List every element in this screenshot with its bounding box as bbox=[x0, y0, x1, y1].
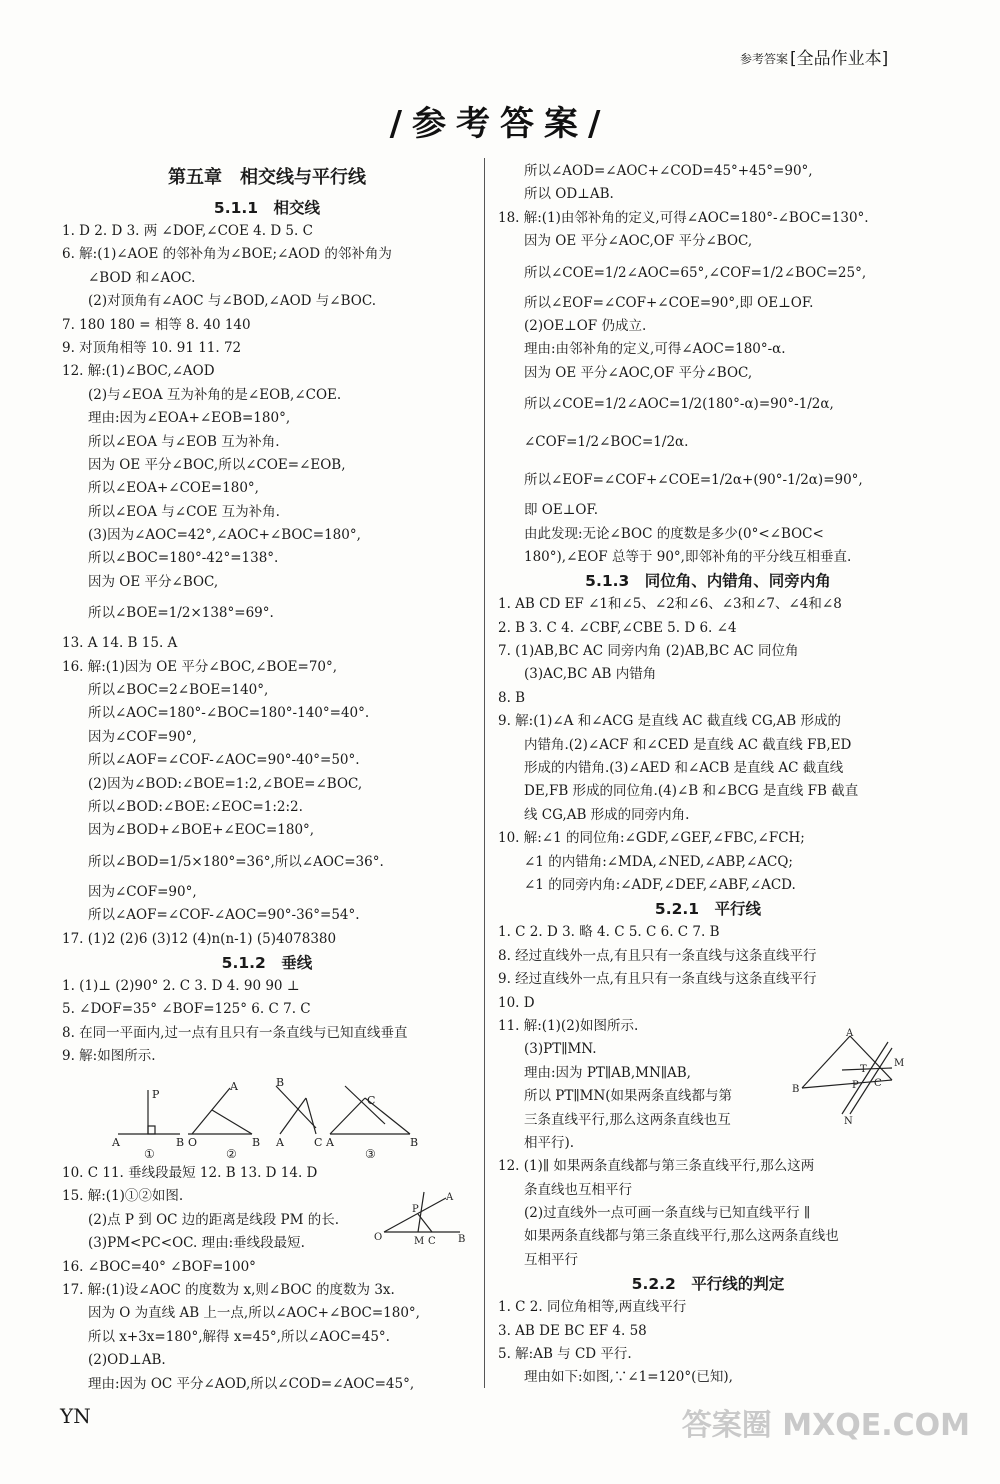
svg-text:A: A bbox=[276, 1136, 284, 1149]
section-heading: 5.1.1 相交线 bbox=[213, 199, 321, 217]
answer-line: (3)AC,BC AB 内错角 bbox=[524, 666, 657, 683]
answer-line: 所以∠AOF=∠COF-∠AOC=90°-40°=50°. bbox=[88, 752, 360, 769]
answer-line: 16. 解:(1)因为 OE 平分∠BOC,∠BOE=70°, bbox=[62, 658, 338, 675]
answer-line: 相平行). bbox=[524, 1134, 575, 1151]
svg-text:M: M bbox=[894, 1058, 905, 1069]
svg-text:B: B bbox=[792, 1084, 800, 1095]
answer-line: 所以∠BOD=1/5×180°=36°,所以∠AOC=36°. bbox=[88, 853, 384, 870]
answer-line: 1. C 2. D 3. 略 4. C 5. C 6. C 7. B bbox=[498, 924, 720, 941]
answer-line: 9. 解:(1)∠A 和∠ACG 是直线 AC 截直线 CG,AB 形成的 bbox=[498, 713, 841, 730]
svg-text:N: N bbox=[844, 1116, 853, 1127]
svg-text:B: B bbox=[458, 1234, 466, 1245]
answer-line: 因为 OE 平分∠BOC,所以∠COE=∠EOB, bbox=[88, 456, 346, 473]
answer-line: 所以∠EOA+∠COE=180°, bbox=[88, 480, 259, 497]
page-title: /参考答案/ bbox=[389, 104, 611, 144]
answer-line: 所以∠BOC=180°-42°=138°. bbox=[88, 550, 279, 567]
answer-line: 三条直线平行,那么这两条直线也互 bbox=[524, 1111, 731, 1128]
answer-line: (3)PM<PC<OC. 理由:垂线段最短. bbox=[88, 1235, 305, 1252]
figure-q11 bbox=[790, 1028, 910, 1128]
answer-line: 所以∠EOA 与∠COE 互为补角. bbox=[88, 503, 280, 520]
answer-line: 所以∠EOF=∠COF+∠COE=1/2α+(90°-1/2α)=90°, bbox=[524, 472, 863, 489]
answer-line: ∠COF=1/2∠BOC=1/2α. bbox=[524, 434, 689, 451]
answer-line: 内错角.(2)∠ACF 和∠CED 是直线 AC 截直线 FB,ED bbox=[524, 736, 852, 753]
answer-line: (2)OE⊥OF 仍成立. bbox=[524, 317, 647, 334]
section-heading: 第五章 相交线与平行线 bbox=[168, 167, 366, 188]
answer-line: 所以 x+3x=180°,解得 x=45°,所以∠AOC=45°. bbox=[88, 1328, 390, 1345]
svg-text:C: C bbox=[874, 1078, 882, 1089]
svg-text:C: C bbox=[367, 1094, 376, 1107]
answer-line: 5. 解:AB 与 CD 平行. bbox=[498, 1346, 632, 1363]
answer-line: 13. A 14. B 15. A bbox=[62, 635, 178, 652]
answer-line: 12. 解:(1)∠BOC,∠AOD bbox=[62, 363, 215, 380]
svg-text:A: A bbox=[846, 1028, 854, 1039]
answer-line: 所以 OD⊥AB. bbox=[524, 186, 614, 203]
answer-line: (2)过直线外一点可画一条直线与已知直线平行 ∥ bbox=[524, 1205, 811, 1222]
answer-line: 由此发现:无论∠BOC 的度数是多少(0°<∠BOC< bbox=[524, 525, 824, 542]
column-divider bbox=[484, 158, 485, 1388]
answer-line: 12. (1)∥ 如果两条直线都与第三条直线平行,那么这两 bbox=[498, 1158, 815, 1175]
svg-text:P: P bbox=[412, 1204, 419, 1215]
answer-line: 180°),∠EOF 总等于 90°,即邻补角的平分线互相垂直. bbox=[524, 548, 852, 565]
answer-line: (3)因为∠AOC=42°,∠AOC+∠BOC=180°, bbox=[88, 527, 361, 544]
answer-line: 2. B 3. C 4. ∠CBF,∠CBE 5. D 6. ∠4 bbox=[498, 619, 737, 636]
figure-q9 bbox=[110, 1078, 430, 1158]
svg-text:A: A bbox=[326, 1136, 334, 1149]
answer-line: DE,FB 形成的同位角.(4)∠B 和∠BCG 是直线 FB 截直 bbox=[524, 783, 859, 800]
answer-line: 理由:因为∠EOA+∠EOB=180°, bbox=[88, 410, 291, 427]
answer-line: 7. (1)AB,BC AC 同旁内角 (2)AB,BC AC 同位角 bbox=[498, 643, 799, 660]
answer-line: (2)对顶角有∠AOC 与∠BOD,∠AOD 与∠BOC. bbox=[88, 293, 376, 310]
answer-line: 10. 解:∠1 的同位角:∠GDF,∠GEF,∠FBC,∠FCH; bbox=[498, 830, 805, 847]
answer-line: 所以∠BOD:∠BOE:∠EOC=1:2:2. bbox=[88, 798, 303, 815]
answer-line: 因为∠BOD+∠BOE+∠EOC=180°, bbox=[88, 822, 315, 839]
svg-text:T: T bbox=[860, 1064, 867, 1075]
svg-text:B: B bbox=[276, 1078, 285, 1089]
answer-line: 17. (1)2 (2)6 (3)12 (4)n(n-1) (5)4078380 bbox=[62, 930, 337, 947]
answer-line: 理由如下:如图,∵∠1=120°(已知), bbox=[524, 1369, 733, 1386]
answer-line: 16. ∠BOC=40° ∠BOF=100° bbox=[62, 1258, 256, 1275]
answer-line: 所以∠AOF=∠COF-∠AOC=90°-36°=54°. bbox=[88, 907, 360, 924]
answer-line: 所以∠COE=1/2∠AOC=65°,∠COF=1/2∠BOC=25°, bbox=[524, 264, 867, 281]
header-tag: 参考答案 bbox=[740, 52, 789, 66]
answer-line: (2)OD⊥AB. bbox=[88, 1352, 166, 1369]
section-heading: 5.1.3 同位角、内错角、同旁内角 bbox=[585, 572, 831, 591]
answer-line: (3)PT∥MN. bbox=[524, 1041, 597, 1058]
answer-line: 因为 OE 平分∠AOC,OF 平分∠BOC, bbox=[524, 364, 753, 381]
answer-line: 1. (1)⊥ (2)90° 2. C 3. D 4. 90 90 ⊥ bbox=[62, 977, 300, 994]
svg-text:A: A bbox=[230, 1080, 238, 1093]
section-heading: 5.2.1 平行线 bbox=[654, 900, 762, 919]
answer-line: 条直线也互相平行 bbox=[524, 1181, 632, 1198]
answer-line: 所以 PT∥MN(如果两条直线都与第 bbox=[524, 1088, 733, 1105]
page-title-wrap bbox=[0, 96, 1000, 145]
answer-line: 15. 解:(1)①②如图. bbox=[62, 1188, 184, 1205]
answer-line: 1. D 2. D 3. 两 ∠DOF,∠COE 4. D 5. C bbox=[62, 223, 313, 239]
answer-line: 即 OE⊥OF. bbox=[524, 502, 599, 519]
answer-line: 理由:由邻补角的定义,可得∠AOC=180°-α. bbox=[524, 341, 786, 358]
answer-line: 所以∠BOC=2∠BOE=140°, bbox=[88, 682, 269, 699]
answer-line: 8. B bbox=[498, 689, 526, 706]
fig9-label-1: ① bbox=[144, 1147, 155, 1158]
answer-line: 所以∠COE=1/2∠AOC=1/2(180°-α)=90°-1/2α, bbox=[524, 396, 834, 413]
svg-text:A: A bbox=[112, 1136, 120, 1149]
answer-line: 因为∠COF=90°, bbox=[88, 728, 197, 745]
answer-line: 1. C 2. 同位角相等,两直线平行 bbox=[498, 1299, 687, 1316]
answer-line: 11. 解:(1)(2)如图所示. bbox=[498, 1017, 639, 1034]
figure-q15 bbox=[374, 1188, 474, 1248]
section-heading: 5.2.2 平行线的判定 bbox=[631, 1275, 785, 1294]
answer-line: 所以∠AOD=∠AOC+∠COD=45°+45°=90°, bbox=[524, 163, 813, 179]
footer-code: YN bbox=[60, 1404, 91, 1428]
answer-line: 因为∠COF=90°, bbox=[88, 883, 197, 900]
svg-text:O: O bbox=[374, 1232, 383, 1243]
answer-line: 3. AB DE BC EF 4. 58 bbox=[498, 1322, 647, 1339]
answer-line: 8. 经过直线外一点,有且只有一条直线与这条直线平行 bbox=[498, 947, 817, 964]
answer-line: 理由:因为 OC 平分∠AOD,所以∠COD=∠AOC=45°, bbox=[88, 1375, 415, 1392]
answer-line: 9. 对顶角相等 10. 91 11. 72 bbox=[62, 339, 242, 356]
answer-line: 因为 O 为直线 AB 上一点,所以∠AOC+∠BOC=180°, bbox=[88, 1305, 420, 1322]
svg-text:P: P bbox=[152, 1088, 160, 1101]
answer-line: (2)因为∠BOD:∠BOE=1:2,∠BOE=∠BOC, bbox=[88, 775, 363, 792]
svg-text:C: C bbox=[314, 1136, 323, 1149]
answer-line: 形成的内错角.(3)∠AED 和∠ACB 是直线 AC 截直线 bbox=[524, 760, 844, 777]
answer-line: ∠BOD 和∠AOC. bbox=[88, 269, 196, 286]
answer-line: (2)与∠EOA 互为补角的是∠EOB,∠COE. bbox=[88, 386, 342, 403]
svg-text:C: C bbox=[428, 1236, 436, 1247]
watermark-logo: 答案圈 MXQE.COM bbox=[681, 1408, 970, 1443]
answer-line: 如果两条直线都与第三条直线平行,那么这两条直线也 bbox=[524, 1228, 839, 1245]
fig9-label-3: ③ bbox=[365, 1147, 376, 1158]
answer-line: 9. 解:如图所示. bbox=[62, 1048, 156, 1065]
answer-line: 因为 OE 平分∠BOC, bbox=[88, 573, 219, 590]
answer-line: 7. 180 180 = 相等 8. 40 140 bbox=[62, 316, 251, 333]
svg-text:M: M bbox=[414, 1236, 425, 1247]
answer-line: 因为 OE 平分∠AOC,OF 平分∠BOC, bbox=[524, 233, 753, 250]
answer-line: 10. C 11. 垂线段最短 12. B 13. D 14. D bbox=[62, 1165, 318, 1182]
answer-line: (2)点 P 到 OC 边的距离是线段 PM 的长. bbox=[88, 1211, 340, 1228]
svg-text:B: B bbox=[176, 1136, 185, 1149]
answer-line: 所以∠AOC=180°-∠BOC=180°-140°=40°. bbox=[88, 705, 370, 722]
answer-line: 1. AB CD EF ∠1和∠5、∠2和∠6、∠3和∠7、∠4和∠8 bbox=[498, 596, 842, 613]
header-book-title: [全品作业本] bbox=[790, 49, 889, 69]
answer-line: 10. D bbox=[498, 994, 535, 1011]
svg-text:P: P bbox=[852, 1080, 859, 1091]
answer-line: ∠1 的内错角:∠MDA,∠NED,∠ABP,∠ACQ; bbox=[524, 853, 793, 870]
svg-text:B: B bbox=[410, 1136, 419, 1149]
svg-text:B: B bbox=[252, 1136, 261, 1149]
right-column bbox=[498, 160, 918, 1390]
answer-line: 6. 解:(1)∠AOE 的邻补角为∠BOE;∠AOD 的邻补角为 bbox=[62, 246, 392, 263]
answer-line: 所以∠BOE=1/2×138°=69°. bbox=[88, 605, 274, 622]
answer-line: 5. ∠DOF=35° ∠BOF=125° 6. C 7. C bbox=[62, 1001, 311, 1018]
answer-line: 18. 解:(1)由邻补角的定义,可得∠AOC=180°-∠BOC=130°. bbox=[498, 209, 869, 226]
answer-line: ∠1 的同旁内角:∠ADF,∠DEF,∠ABF,∠ACD. bbox=[524, 876, 796, 893]
fig9-label-2: ② bbox=[226, 1147, 237, 1158]
answer-line: 理由:因为 PT∥AB,MN∥AB, bbox=[524, 1064, 691, 1081]
svg-text:O: O bbox=[188, 1136, 198, 1149]
answer-line: 线 CG,AB 形成的同旁内角. bbox=[524, 806, 690, 823]
answer-line: 互相平行 bbox=[524, 1251, 578, 1268]
answer-line: 所以∠EOA 与∠EOB 互为补角. bbox=[88, 433, 280, 450]
answer-line: 17. 解:(1)设∠AOC 的度数为 x,则∠BOC 的度数为 3x. bbox=[62, 1282, 395, 1299]
answer-line: 9. 经过直线外一点,有且只有一条直线与这条直线平行 bbox=[498, 971, 817, 988]
svg-text:A: A bbox=[446, 1192, 454, 1203]
answer-line: 8. 在同一平面内,过一点有且只有一条直线与已知直线垂直 bbox=[62, 1024, 408, 1041]
section-heading: 5.1.2 垂线 bbox=[221, 953, 313, 972]
answer-line: 所以∠EOF=∠COF+∠COE=90°,即 OE⊥OF. bbox=[524, 294, 814, 311]
